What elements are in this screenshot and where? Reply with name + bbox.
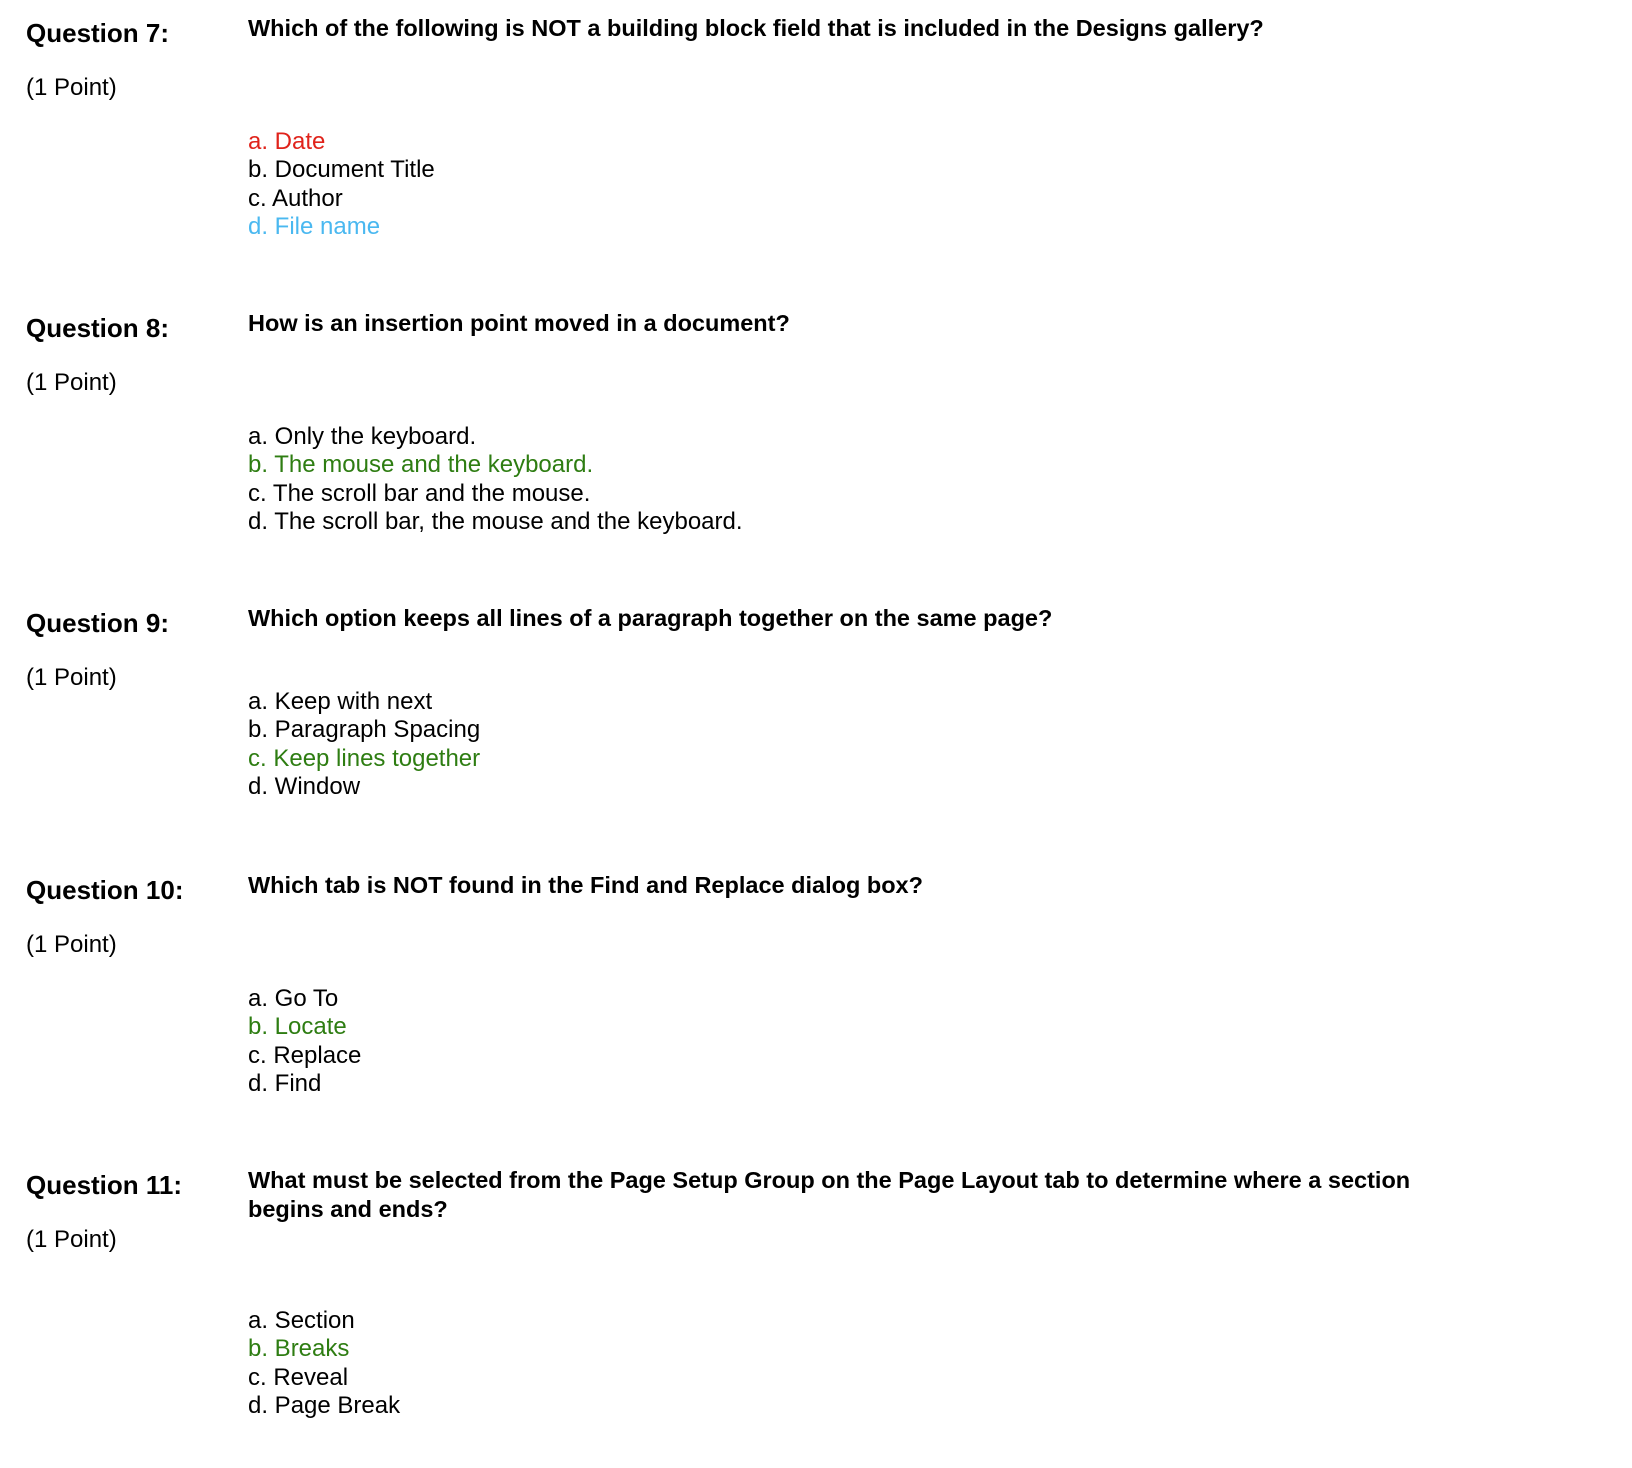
question-points: (1 Point) bbox=[26, 369, 117, 396]
answer-option-default: d. Window bbox=[248, 772, 361, 800]
answer-option-default: d. Find bbox=[248, 1069, 322, 1097]
question-number: Question 8: bbox=[26, 313, 170, 343]
answer-option-default: b. Paragraph Spacing bbox=[248, 716, 481, 744]
answer-option-correct: b. Locate bbox=[248, 1013, 347, 1041]
question-text: Which tab is NOT found in the Find and Replace dialog box? bbox=[248, 872, 923, 898]
answer-option-correct: b. Breaks bbox=[248, 1335, 350, 1363]
question-text: Which option keeps all lines of a paragraph together on the same page? bbox=[248, 605, 1053, 631]
question-number: Question 10: bbox=[26, 875, 184, 905]
answer-option-default: a. Go To bbox=[248, 985, 339, 1012]
answer-option-incorrect: a. Date bbox=[248, 128, 326, 155]
question-text: How is an insertion point moved in a document? bbox=[248, 310, 790, 336]
question-points: (1 Point) bbox=[26, 931, 117, 958]
answer-option-selected: d. File name bbox=[248, 212, 381, 240]
answer-option-default: c. Replace bbox=[248, 1041, 362, 1069]
answer-options bbox=[248, 985, 361, 1098]
answer-options bbox=[248, 1307, 400, 1420]
answer-option-default: c. Reveal bbox=[248, 1363, 349, 1391]
question-points: (1 Point) bbox=[26, 1226, 117, 1253]
answer-option-default: a. Keep with next bbox=[248, 688, 433, 715]
answer-option-default: d. The scroll bar, the mouse and the keyboard. bbox=[248, 507, 743, 535]
question-text: Which of the following is NOT a building block field that is included in the Designs gallery? bbox=[248, 15, 1264, 41]
answer-options bbox=[248, 423, 743, 536]
answer-option-default: c. The scroll bar and the mouse. bbox=[248, 479, 591, 507]
question-number: Question 11: bbox=[26, 1170, 183, 1200]
answer-option-default: a. Only the keyboard. bbox=[248, 423, 477, 450]
answer-options bbox=[248, 128, 435, 241]
answer-option-default: d. Page Break bbox=[248, 1391, 401, 1419]
question-points: (1 Point) bbox=[26, 664, 117, 691]
answer-option-correct: c. Keep lines together bbox=[248, 744, 481, 772]
answer-option-default: a. Section bbox=[248, 1307, 355, 1334]
question-number: Question 9: bbox=[26, 608, 170, 638]
question-points: (1 Point) bbox=[26, 74, 117, 101]
answer-option-default: b. Document Title bbox=[248, 156, 435, 184]
answer-options bbox=[248, 688, 480, 801]
question-text: What must be selected from the Page Setup Group on the Page Layout tab to determine where a section begins and ends? bbox=[248, 1167, 1411, 1222]
answer-option-correct: b. The mouse and the keyboard. bbox=[248, 451, 594, 479]
question-number: Question 7: bbox=[26, 18, 170, 48]
answer-option-default: c. Author bbox=[248, 184, 343, 212]
